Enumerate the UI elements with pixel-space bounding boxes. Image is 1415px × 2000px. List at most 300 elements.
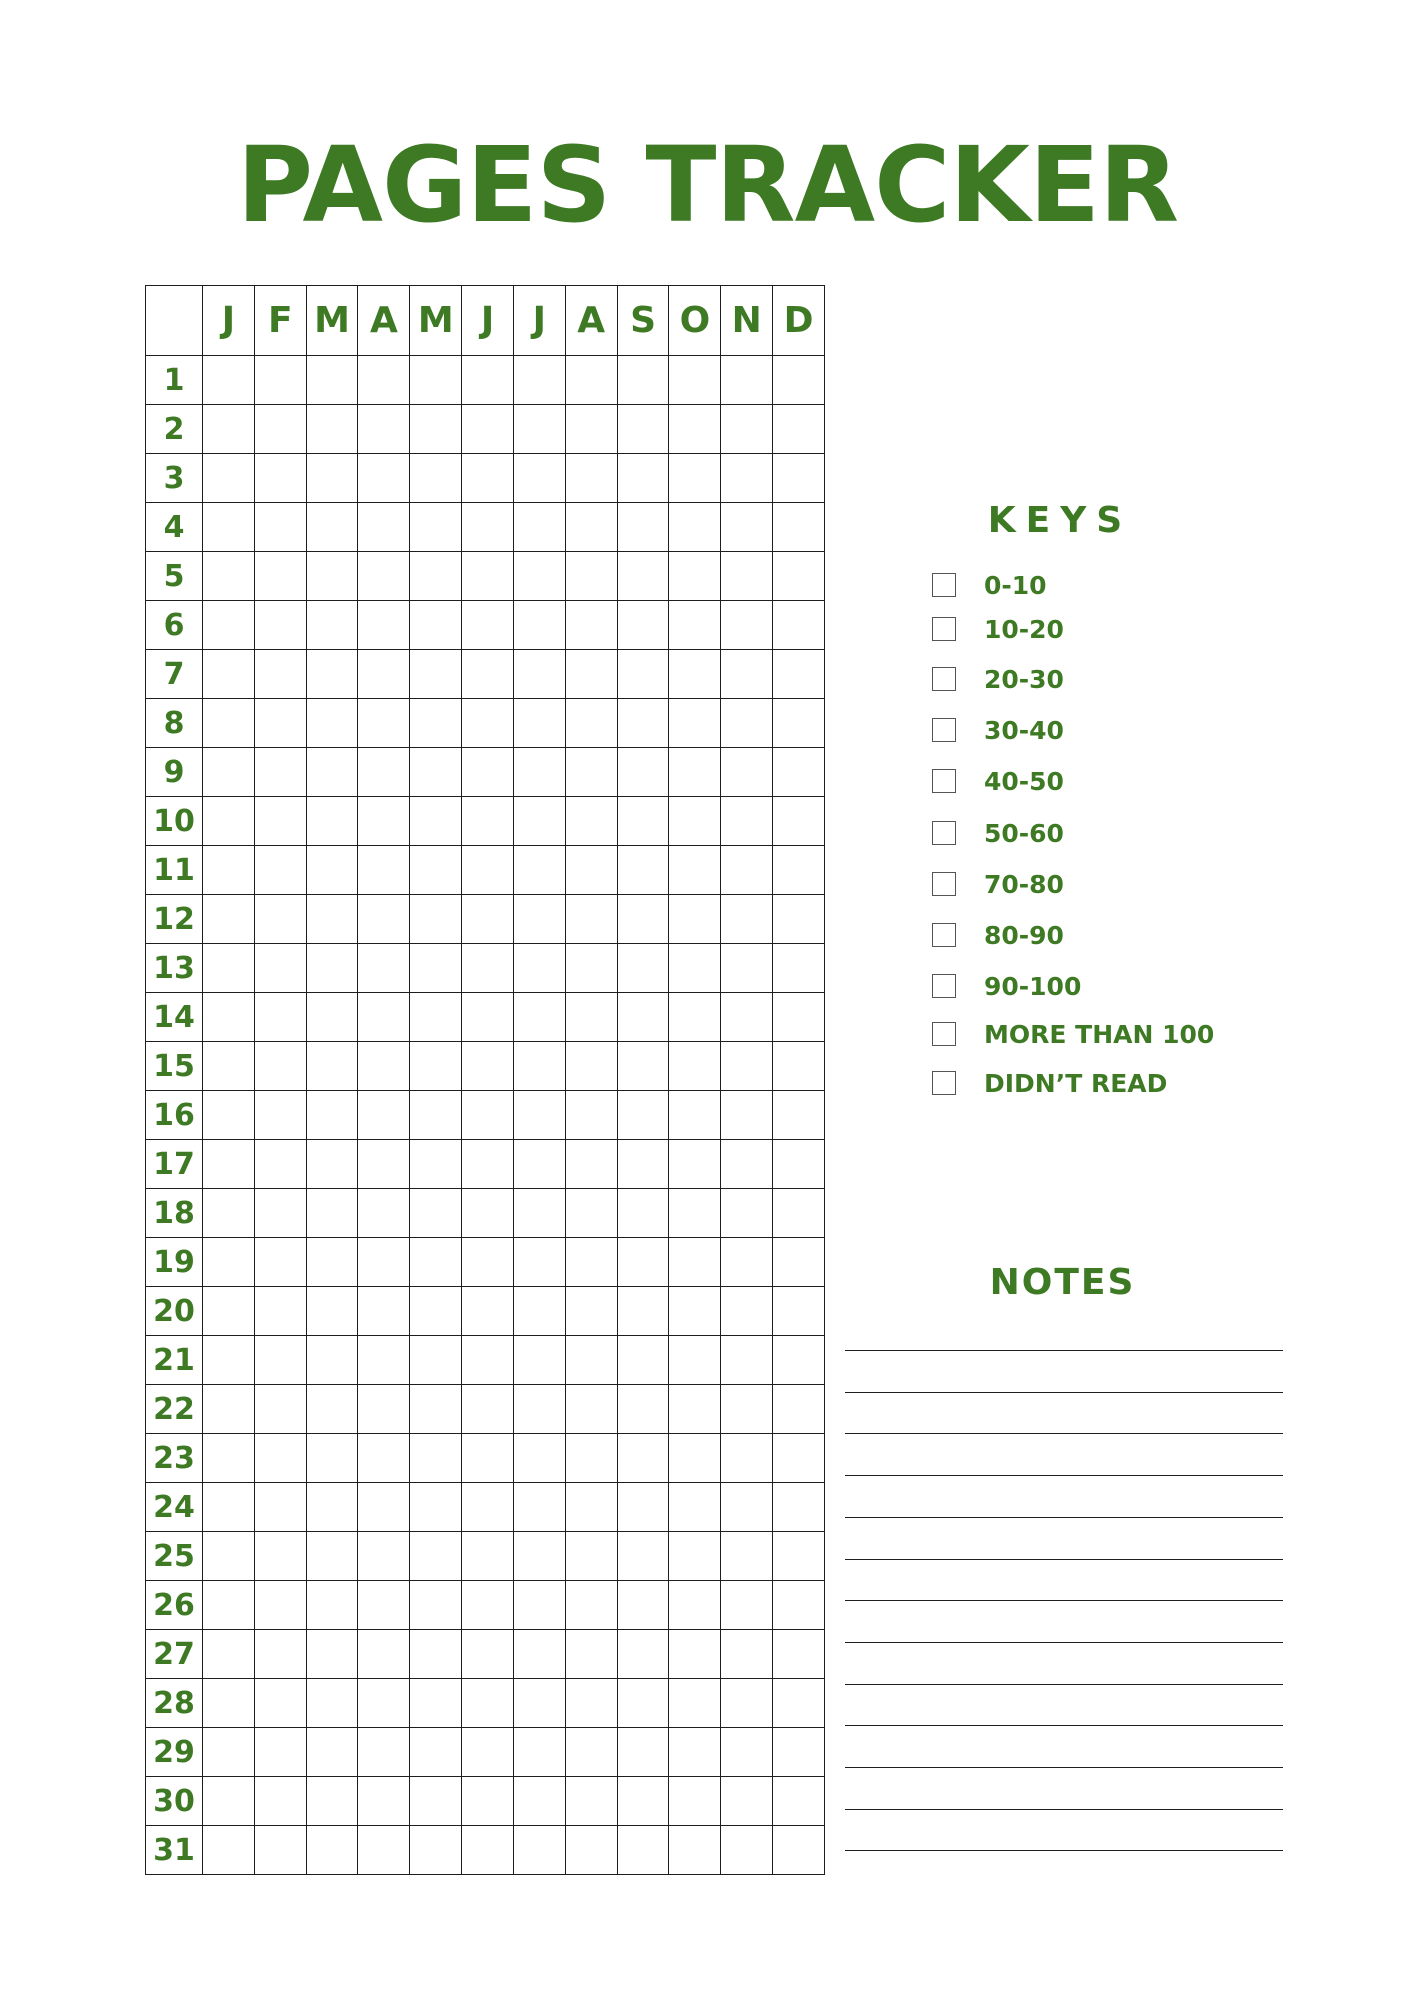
tracker-cell[interactable] <box>358 1042 410 1091</box>
tracker-cell[interactable] <box>669 1140 721 1189</box>
tracker-cell[interactable] <box>462 993 514 1042</box>
tracker-cell[interactable] <box>513 1728 565 1777</box>
tracker-cell[interactable] <box>306 1630 358 1679</box>
tracker-cell[interactable] <box>306 993 358 1042</box>
tracker-cell[interactable] <box>358 1189 410 1238</box>
tracker-cell[interactable] <box>617 1336 669 1385</box>
tracker-cell[interactable] <box>721 1532 773 1581</box>
tracker-cell[interactable] <box>306 1777 358 1826</box>
tracker-cell[interactable] <box>306 1826 358 1875</box>
tracker-cell[interactable] <box>358 1483 410 1532</box>
tracker-cell[interactable] <box>203 1483 255 1532</box>
tracker-cell[interactable] <box>565 944 617 993</box>
tracker-cell[interactable] <box>721 1826 773 1875</box>
tracker-cell[interactable] <box>721 405 773 454</box>
note-line[interactable] <box>845 1684 1283 1685</box>
tracker-cell[interactable] <box>306 1140 358 1189</box>
tracker-cell[interactable] <box>203 944 255 993</box>
tracker-cell[interactable] <box>721 1091 773 1140</box>
tracker-cell[interactable] <box>669 454 721 503</box>
key-checkbox[interactable] <box>932 667 956 691</box>
tracker-cell[interactable] <box>306 356 358 405</box>
tracker-cell[interactable] <box>669 1581 721 1630</box>
tracker-cell[interactable] <box>203 993 255 1042</box>
key-checkbox[interactable] <box>932 821 956 845</box>
tracker-cell[interactable] <box>254 993 306 1042</box>
tracker-cell[interactable] <box>254 503 306 552</box>
tracker-cell[interactable] <box>773 405 825 454</box>
key-item[interactable] <box>932 570 1047 600</box>
tracker-cell[interactable] <box>617 405 669 454</box>
tracker-cell[interactable] <box>254 1777 306 1826</box>
tracker-cell[interactable] <box>721 846 773 895</box>
tracker-cell[interactable] <box>462 454 514 503</box>
tracker-cell[interactable] <box>203 1189 255 1238</box>
tracker-cell[interactable] <box>773 1826 825 1875</box>
tracker-cell[interactable] <box>513 1189 565 1238</box>
tracker-cell[interactable] <box>513 503 565 552</box>
tracker-cell[interactable] <box>203 1287 255 1336</box>
tracker-cell[interactable] <box>617 797 669 846</box>
tracker-cell[interactable] <box>358 993 410 1042</box>
tracker-cell[interactable] <box>565 748 617 797</box>
tracker-cell[interactable] <box>203 1434 255 1483</box>
tracker-cell[interactable] <box>410 356 462 405</box>
tracker-cell[interactable] <box>358 1434 410 1483</box>
tracker-cell[interactable] <box>410 650 462 699</box>
tracker-cell[interactable] <box>203 1042 255 1091</box>
tracker-cell[interactable] <box>721 944 773 993</box>
tracker-cell[interactable] <box>410 601 462 650</box>
tracker-cell[interactable] <box>513 1042 565 1091</box>
key-item[interactable] <box>932 614 1064 644</box>
tracker-cell[interactable] <box>513 1581 565 1630</box>
tracker-cell[interactable] <box>410 1336 462 1385</box>
tracker-cell[interactable] <box>721 699 773 748</box>
tracker-cell[interactable] <box>773 895 825 944</box>
tracker-cell[interactable] <box>254 1385 306 1434</box>
tracker-cell[interactable] <box>410 552 462 601</box>
tracker-cell[interactable] <box>410 1140 462 1189</box>
tracker-cell[interactable] <box>462 1287 514 1336</box>
tracker-cell[interactable] <box>513 1287 565 1336</box>
tracker-cell[interactable] <box>306 1091 358 1140</box>
tracker-cell[interactable] <box>773 1434 825 1483</box>
tracker-cell[interactable] <box>669 748 721 797</box>
tracker-cell[interactable] <box>462 846 514 895</box>
tracker-cell[interactable] <box>617 1630 669 1679</box>
note-line[interactable] <box>845 1767 1283 1768</box>
tracker-cell[interactable] <box>513 1532 565 1581</box>
key-checkbox[interactable] <box>932 872 956 896</box>
tracker-cell[interactable] <box>254 1238 306 1287</box>
tracker-cell[interactable] <box>617 1385 669 1434</box>
tracker-cell[interactable] <box>358 1581 410 1630</box>
note-line[interactable] <box>845 1392 1283 1393</box>
tracker-cell[interactable] <box>462 503 514 552</box>
tracker-cell[interactable] <box>254 797 306 846</box>
tracker-cell[interactable] <box>617 993 669 1042</box>
tracker-cell[interactable] <box>513 1630 565 1679</box>
tracker-cell[interactable] <box>410 1728 462 1777</box>
note-line[interactable] <box>845 1559 1283 1560</box>
tracker-cell[interactable] <box>565 454 617 503</box>
tracker-cell[interactable] <box>254 650 306 699</box>
tracker-cell[interactable] <box>462 1434 514 1483</box>
tracker-cell[interactable] <box>410 748 462 797</box>
tracker-cell[interactable] <box>617 1581 669 1630</box>
tracker-cell[interactable] <box>513 895 565 944</box>
note-line[interactable] <box>845 1725 1283 1726</box>
tracker-cell[interactable] <box>565 1630 617 1679</box>
tracker-cell[interactable] <box>565 1434 617 1483</box>
tracker-cell[interactable] <box>254 1826 306 1875</box>
tracker-cell[interactable] <box>513 1140 565 1189</box>
tracker-cell[interactable] <box>410 1434 462 1483</box>
tracker-cell[interactable] <box>358 1728 410 1777</box>
tracker-cell[interactable] <box>617 1679 669 1728</box>
tracker-cell[interactable] <box>513 1483 565 1532</box>
tracker-cell[interactable] <box>669 356 721 405</box>
note-line[interactable] <box>845 1642 1283 1643</box>
key-item[interactable] <box>932 715 1064 745</box>
tracker-cell[interactable] <box>721 1630 773 1679</box>
tracker-cell[interactable] <box>773 1581 825 1630</box>
tracker-cell[interactable] <box>617 846 669 895</box>
tracker-cell[interactable] <box>203 1385 255 1434</box>
tracker-cell[interactable] <box>617 356 669 405</box>
tracker-cell[interactable] <box>410 797 462 846</box>
tracker-cell[interactable] <box>203 748 255 797</box>
note-line[interactable] <box>845 1850 1283 1851</box>
tracker-cell[interactable] <box>773 1189 825 1238</box>
tracker-cell[interactable] <box>617 1483 669 1532</box>
tracker-cell[interactable] <box>462 1483 514 1532</box>
tracker-cell[interactable] <box>617 1091 669 1140</box>
tracker-cell[interactable] <box>721 1483 773 1532</box>
tracker-cell[interactable] <box>617 748 669 797</box>
tracker-cell[interactable] <box>565 1336 617 1385</box>
tracker-cell[interactable] <box>565 1679 617 1728</box>
tracker-cell[interactable] <box>773 748 825 797</box>
tracker-cell[interactable] <box>306 503 358 552</box>
tracker-cell[interactable] <box>669 1532 721 1581</box>
tracker-cell[interactable] <box>721 1777 773 1826</box>
tracker-cell[interactable] <box>254 699 306 748</box>
tracker-cell[interactable] <box>721 601 773 650</box>
tracker-cell[interactable] <box>358 1777 410 1826</box>
tracker-cell[interactable] <box>254 846 306 895</box>
tracker-cell[interactable] <box>513 797 565 846</box>
tracker-cell[interactable] <box>721 552 773 601</box>
tracker-cell[interactable] <box>773 1483 825 1532</box>
tracker-cell[interactable] <box>669 601 721 650</box>
tracker-cell[interactable] <box>565 1728 617 1777</box>
tracker-cell[interactable] <box>306 1483 358 1532</box>
tracker-cell[interactable] <box>358 1140 410 1189</box>
tracker-cell[interactable] <box>669 1728 721 1777</box>
tracker-cell[interactable] <box>462 699 514 748</box>
key-item[interactable] <box>932 1068 1167 1098</box>
tracker-cell[interactable] <box>617 650 669 699</box>
tracker-cell[interactable] <box>203 601 255 650</box>
note-line[interactable] <box>845 1517 1283 1518</box>
key-checkbox[interactable] <box>932 923 956 947</box>
tracker-cell[interactable] <box>462 1630 514 1679</box>
tracker-cell[interactable] <box>462 1728 514 1777</box>
tracker-cell[interactable] <box>306 944 358 993</box>
tracker-cell[interactable] <box>254 454 306 503</box>
tracker-cell[interactable] <box>358 405 410 454</box>
tracker-cell[interactable] <box>773 503 825 552</box>
tracker-cell[interactable] <box>254 1336 306 1385</box>
tracker-cell[interactable] <box>306 601 358 650</box>
tracker-cell[interactable] <box>617 1728 669 1777</box>
tracker-cell[interactable] <box>565 601 617 650</box>
tracker-cell[interactable] <box>617 552 669 601</box>
tracker-cell[interactable] <box>617 1777 669 1826</box>
tracker-cell[interactable] <box>721 454 773 503</box>
tracker-cell[interactable] <box>358 552 410 601</box>
tracker-cell[interactable] <box>410 1679 462 1728</box>
key-checkbox[interactable] <box>932 1071 956 1095</box>
tracker-cell[interactable] <box>721 650 773 699</box>
tracker-cell[interactable] <box>721 1287 773 1336</box>
tracker-cell[interactable] <box>462 895 514 944</box>
tracker-cell[interactable] <box>565 1189 617 1238</box>
tracker-cell[interactable] <box>773 1385 825 1434</box>
tracker-cell[interactable] <box>254 552 306 601</box>
tracker-cell[interactable] <box>513 405 565 454</box>
tracker-cell[interactable] <box>565 1483 617 1532</box>
tracker-cell[interactable] <box>203 1630 255 1679</box>
key-checkbox[interactable] <box>932 718 956 742</box>
tracker-cell[interactable] <box>669 1042 721 1091</box>
tracker-cell[interactable] <box>358 1091 410 1140</box>
tracker-cell[interactable] <box>773 699 825 748</box>
key-checkbox[interactable] <box>932 617 956 641</box>
tracker-cell[interactable] <box>513 1826 565 1875</box>
tracker-cell[interactable] <box>462 1140 514 1189</box>
tracker-cell[interactable] <box>462 1091 514 1140</box>
tracker-cell[interactable] <box>721 797 773 846</box>
tracker-cell[interactable] <box>513 1777 565 1826</box>
tracker-cell[interactable] <box>565 1581 617 1630</box>
tracker-cell[interactable] <box>203 1091 255 1140</box>
tracker-cell[interactable] <box>565 993 617 1042</box>
key-checkbox[interactable] <box>932 573 956 597</box>
tracker-cell[interactable] <box>462 1385 514 1434</box>
tracker-cell[interactable] <box>358 454 410 503</box>
tracker-cell[interactable] <box>565 650 617 699</box>
tracker-cell[interactable] <box>513 1091 565 1140</box>
tracker-cell[interactable] <box>203 405 255 454</box>
tracker-cell[interactable] <box>203 1826 255 1875</box>
tracker-cell[interactable] <box>565 846 617 895</box>
tracker-cell[interactable] <box>513 1385 565 1434</box>
tracker-cell[interactable] <box>773 993 825 1042</box>
key-item[interactable] <box>932 920 1064 950</box>
tracker-cell[interactable] <box>410 1630 462 1679</box>
tracker-cell[interactable] <box>773 356 825 405</box>
tracker-cell[interactable] <box>306 895 358 944</box>
tracker-cell[interactable] <box>565 1042 617 1091</box>
tracker-cell[interactable] <box>358 1238 410 1287</box>
tracker-cell[interactable] <box>513 699 565 748</box>
tracker-cell[interactable] <box>565 1385 617 1434</box>
tracker-cell[interactable] <box>513 650 565 699</box>
tracker-cell[interactable] <box>462 650 514 699</box>
tracker-cell[interactable] <box>203 699 255 748</box>
tracker-cell[interactable] <box>513 1336 565 1385</box>
tracker-cell[interactable] <box>669 993 721 1042</box>
tracker-cell[interactable] <box>306 405 358 454</box>
tracker-cell[interactable] <box>410 993 462 1042</box>
tracker-cell[interactable] <box>565 405 617 454</box>
tracker-cell[interactable] <box>565 552 617 601</box>
tracker-cell[interactable] <box>617 601 669 650</box>
tracker-cell[interactable] <box>358 503 410 552</box>
tracker-cell[interactable] <box>721 1189 773 1238</box>
tracker-cell[interactable] <box>254 944 306 993</box>
tracker-cell[interactable] <box>617 1238 669 1287</box>
tracker-cell[interactable] <box>203 1238 255 1287</box>
tracker-cell[interactable] <box>721 1140 773 1189</box>
tracker-cell[interactable] <box>617 1826 669 1875</box>
tracker-cell[interactable] <box>669 1189 721 1238</box>
key-item[interactable] <box>932 1019 1214 1049</box>
tracker-cell[interactable] <box>565 1826 617 1875</box>
tracker-cell[interactable] <box>617 503 669 552</box>
tracker-cell[interactable] <box>617 1532 669 1581</box>
tracker-cell[interactable] <box>565 895 617 944</box>
tracker-cell[interactable] <box>203 356 255 405</box>
tracker-cell[interactable] <box>203 454 255 503</box>
tracker-cell[interactable] <box>617 1287 669 1336</box>
tracker-cell[interactable] <box>721 895 773 944</box>
tracker-cell[interactable] <box>669 1385 721 1434</box>
tracker-cell[interactable] <box>513 601 565 650</box>
tracker-cell[interactable] <box>306 1042 358 1091</box>
tracker-cell[interactable] <box>773 1532 825 1581</box>
tracker-cell[interactable] <box>462 1336 514 1385</box>
tracker-cell[interactable] <box>669 503 721 552</box>
tracker-cell[interactable] <box>410 454 462 503</box>
tracker-cell[interactable] <box>773 1336 825 1385</box>
tracker-cell[interactable] <box>203 1336 255 1385</box>
tracker-cell[interactable] <box>617 1189 669 1238</box>
tracker-cell[interactable] <box>254 1728 306 1777</box>
tracker-cell[interactable] <box>410 944 462 993</box>
tracker-cell[interactable] <box>617 944 669 993</box>
tracker-cell[interactable] <box>617 454 669 503</box>
note-line[interactable] <box>845 1809 1283 1810</box>
tracker-cell[interactable] <box>462 1532 514 1581</box>
tracker-cell[interactable] <box>254 1630 306 1679</box>
tracker-cell[interactable] <box>617 895 669 944</box>
tracker-cell[interactable] <box>254 1287 306 1336</box>
tracker-cell[interactable] <box>358 1336 410 1385</box>
tracker-cell[interactable] <box>462 944 514 993</box>
tracker-cell[interactable] <box>306 1385 358 1434</box>
key-checkbox[interactable] <box>932 1022 956 1046</box>
tracker-cell[interactable] <box>721 1336 773 1385</box>
tracker-cell[interactable] <box>358 895 410 944</box>
tracker-cell[interactable] <box>203 1679 255 1728</box>
tracker-cell[interactable] <box>669 797 721 846</box>
tracker-cell[interactable] <box>513 1679 565 1728</box>
tracker-cell[interactable] <box>203 1777 255 1826</box>
tracker-cell[interactable] <box>358 1532 410 1581</box>
tracker-cell[interactable] <box>203 1581 255 1630</box>
tracker-cell[interactable] <box>669 552 721 601</box>
tracker-cell[interactable] <box>462 405 514 454</box>
tracker-cell[interactable] <box>254 1483 306 1532</box>
tracker-cell[interactable] <box>721 1238 773 1287</box>
tracker-cell[interactable] <box>462 748 514 797</box>
tracker-cell[interactable] <box>721 748 773 797</box>
tracker-cell[interactable] <box>565 503 617 552</box>
tracker-cell[interactable] <box>669 699 721 748</box>
tracker-cell[interactable] <box>513 993 565 1042</box>
tracker-cell[interactable] <box>462 356 514 405</box>
tracker-cell[interactable] <box>773 1630 825 1679</box>
tracker-cell[interactable] <box>410 503 462 552</box>
tracker-cell[interactable] <box>410 1091 462 1140</box>
tracker-cell[interactable] <box>773 1140 825 1189</box>
tracker-cell[interactable] <box>462 1826 514 1875</box>
tracker-cell[interactable] <box>721 1434 773 1483</box>
tracker-cell[interactable] <box>669 1091 721 1140</box>
tracker-cell[interactable] <box>773 1777 825 1826</box>
tracker-cell[interactable] <box>773 552 825 601</box>
key-checkbox[interactable] <box>932 769 956 793</box>
tracker-cell[interactable] <box>669 1287 721 1336</box>
tracker-cell[interactable] <box>203 503 255 552</box>
tracker-cell[interactable] <box>306 1728 358 1777</box>
tracker-cell[interactable] <box>721 503 773 552</box>
tracker-cell[interactable] <box>773 846 825 895</box>
note-line[interactable] <box>845 1600 1283 1601</box>
tracker-cell[interactable] <box>669 1679 721 1728</box>
tracker-cell[interactable] <box>410 1042 462 1091</box>
tracker-cell[interactable] <box>773 1287 825 1336</box>
tracker-cell[interactable] <box>358 650 410 699</box>
tracker-cell[interactable] <box>721 356 773 405</box>
tracker-cell[interactable] <box>669 1483 721 1532</box>
key-item[interactable] <box>932 766 1064 796</box>
note-line[interactable] <box>845 1433 1283 1434</box>
tracker-cell[interactable] <box>721 1042 773 1091</box>
tracker-cell[interactable] <box>462 1581 514 1630</box>
tracker-cell[interactable] <box>254 405 306 454</box>
tracker-cell[interactable] <box>410 699 462 748</box>
tracker-cell[interactable] <box>462 1679 514 1728</box>
tracker-cell[interactable] <box>203 895 255 944</box>
tracker-cell[interactable] <box>773 454 825 503</box>
tracker-cell[interactable] <box>721 1581 773 1630</box>
tracker-cell[interactable] <box>410 1826 462 1875</box>
tracker-cell[interactable] <box>306 748 358 797</box>
tracker-cell[interactable] <box>773 1679 825 1728</box>
tracker-cell[interactable] <box>254 1581 306 1630</box>
key-item[interactable] <box>932 869 1064 899</box>
tracker-cell[interactable] <box>306 454 358 503</box>
tracker-cell[interactable] <box>462 601 514 650</box>
tracker-cell[interactable] <box>254 1042 306 1091</box>
key-item[interactable] <box>932 664 1064 694</box>
tracker-cell[interactable] <box>358 1826 410 1875</box>
